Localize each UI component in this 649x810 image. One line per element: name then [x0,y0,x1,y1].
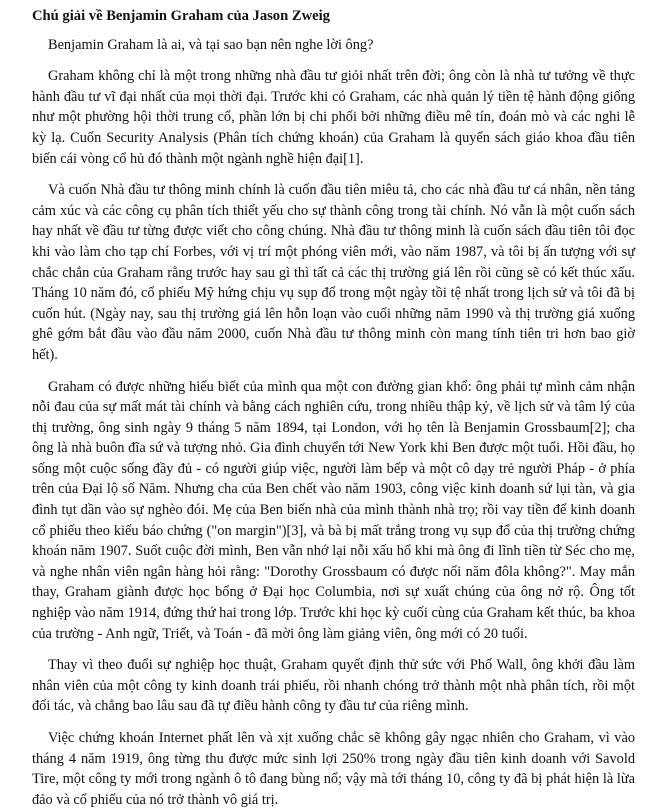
paragraph-3: Graham có được những hiểu biết của mình qua một con đường gian khổ: ông phải tự mình cảm nhận nỗi đau của sự mất mát tài chính và bằng cách nghiên cứu, trong nhiều thập kỷ, về lịch sử và tâm lý của thị trường, ông sinh ngày 9 tháng 5 năm 1894, tại London, với họ tên là Benjamin Grossbaum[2]; cha ông là nhà buôn đĩa sứ và tượng nhỏ. Gia đình chuyển tới New York khi Ben được một tuổi. Hồi đầu, họ sống một cuộc sống đầy đủ - có người giúp việc, người làm bếp và một cô dạy trẻ người Pháp - ở phía trên của Đại lộ số Năm. Nhưng cha của Ben chết vào năm 1903, công việc kinh doanh sứ lụi tàn, và gia đình tụt dần vào sự nghèo đói. Mẹ của Ben biến nhà của mình thành nhà trọ; rồi vay tiền để kinh doanh cổ phiếu theo kiểu báo chứng ("on margin")[3], và bà bị mất trắng trong vụ sụp đổ của thị trường chứng khoán năm 1907. Suốt cuộc đời mình, Ben vẫn nhớ lại nỗi xấu hổ khi mà ông đi lĩnh tiền từ Séc cho mẹ, và nghe nhân viên ngân hàng hỏi rằng: "Dorothy Grossbaum có được nổi năm đôla không?". May mắn thay, Graham giành được học bổng ở Đại học Columbia, nơi sự xuất chúng của ông nở rộ. Ông tốt nghiệp vào năm 1914, đứng thứ hai trong lớp. Trước khi học kỳ cuối cùng của Graham kết thúc, ba khoa của trường - Anh ngữ, Triết, và Toán - đã mời ông làm giảng viên, ông mới có 20 tuổi. [32,378,635,642]
document-title: Chú giải về Benjamin Graham của Jason Zweig [32,8,330,24]
paragraph-1: Graham không chỉ là một trong những nhà đầu tư giỏi nhất trên đời; ông còn là nhà tư tưởng về thực hành đầu tư vĩ đại nhất của mọi thời đại. Trước khi có Graham, các nhà quản lý tiền tệ hành động giống như một phường hội thời trung cổ, phần lớn bị chi phối bởi những điều mê tín, đoán mò và các nghi lễ kỳ lạ. Cuốn Security Analysis (Phân tích chứng khoán) của Graham là quyển sách giáo khoa đầu tiên biến cái vòng cổ hủ đó thành một ngành nghề hiện đại[1]. [32,68,635,167]
paragraph-5: Việc chứng khoán Internet phất lên và xịt xuống chắc sẽ không gây ngạc nhiên cho Graham, vì vào tháng 4 năm 1919, ông từng thu được mức sinh lợi 250% trong ngày đầu tiên kinh doanh với Savold Tire, một công ty mới trong ngành ô tô đang bùng nổ; vậy mà tới tháng 10, công ty đã bị phát hiện là lừa đảo và cổ phiếu của nó trở thành vô giá trị. [32,730,635,808]
intro-question: Benjamin Graham là ai, và tại sao bạn nên nghe lời ông? [48,36,374,53]
paragraph-2: Và cuốn Nhà đầu tư thông minh chính là cuốn đầu tiên miêu tả, cho các nhà đầu tư cá nhân, nền tảng cảm xúc và các công cụ phân tích thiết yếu cho sự thành công trong tài chính. Nó vẫn là một cuốn sách hay nhất về đầu tư từng được viết cho công chúng. Nhà đầu tư thông minh là cuốn sách đầu tiên tôi đọc khi vào làm cho tạp chí Forbes, với vị trí một phóng viên mới, vào năm 1987, và tôi bị ấn tượng với sự chắc chắn của Graham rằng trước hay sau gì thì tất cả các thị trường giá lên rồi cũng sẽ có kết thúc xấu. Tháng 10 năm đó, cổ phiếu Mỹ hứng chịu vụ sụp đổ trong một ngày tồi tệ nhất trong lịch sử và tôi đã bị cuốn hút. (Ngày nay, sau thị trường giá lên hỗn loạn vào cuối những năm 1990 và thị trường giá xuống ghê gớm bắt đầu vào đầu năm 2000, cuốn Nhà đầu tư thông minh còn mang tính tiên tri hơn bao giờ hết). [32,182,635,363]
paragraph-4: Thay vì theo đuổi sự nghiệp học thuật, Graham quyết định thử sức với Phố Wall, ông khởi đầu làm nhân viên của một công ty kinh doanh trái phiếu, rồi nhanh chóng trở thành một nhà phân tích, rồi một đối tác, và chẳng bao lâu sau đã tự điều hành công ty đầu tư của riêng mình. [32,657,635,715]
